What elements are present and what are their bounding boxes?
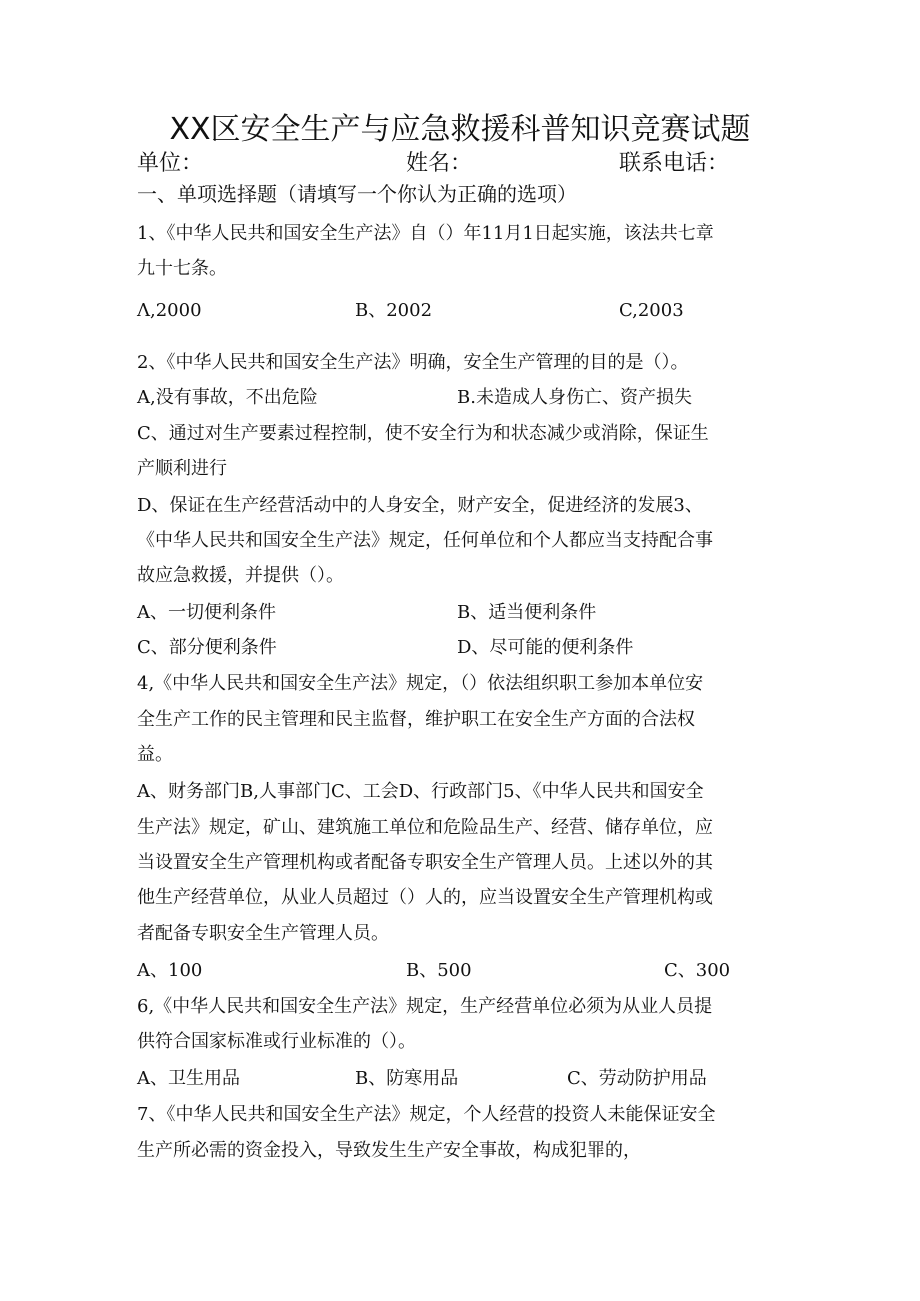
phone-label: 联系电话： [619,151,730,176]
question-6-line-2: 供符合国家标准或行业标准的（）。 [137,1031,416,1052]
question-2-option-a: A,没有事故，不出危险 [137,387,318,408]
question-3-line-2: 《中华人民共和国安全生产法》规定，任何单位和个人都应当支持配合事 [137,530,713,551]
question-5-option-b: B、500 [406,960,472,981]
question-6-option-b: B、防寒用品 [355,1068,459,1089]
question-3-option-d: D、尽可能的便利条件 [457,637,634,658]
question-2-option-c-line-1: C、通过对生产要素过程控制，使不安全行为和状态减少或消除，保证生 [137,423,709,444]
question-5-option-a: A、100 [137,960,203,981]
question-5-line-3: 当设置安全生产管理机构或者配备专职安全生产管理人员。上述以外的其 [137,852,713,873]
section-heading: 一、单项选择题（请填写一个你认为正确的选项） [137,182,577,206]
question-6-line-1: 6,《中华人民共和国安全生产法》规定，生产经营单位必须为从业人员提 [137,996,713,1017]
question-3-option-b: B、适当便利条件 [457,602,597,623]
question-5-line-2: 生产法》规定，矿山、建筑施工单位和危险品生产、经营、储存单位，应 [137,817,713,838]
question-6-option-c: C、劳动防护用品 [567,1068,707,1089]
question-5-line-4: 他生产经营单位，从业人员超过（）人的，应当设置安全生产管理机构或 [137,887,713,908]
question-5-option-c: C、300 [664,960,731,981]
question-7-line-2: 生产所必需的资金投入，导致发生生产安全事故，构成犯罪的， [137,1140,641,1161]
question-7-line-1: 7、《中华人民共和国安全生产法》规定，个人经营的投资人未能保证安全 [137,1104,716,1125]
question-3-option-c: C、部分便利条件 [137,637,277,658]
question-4-line-3: 益。 [137,744,173,765]
name-label: 姓名： [406,151,473,176]
question-1-option-a: Λ,2000 [137,300,202,321]
question-3-option-a: A、一切便利条件 [137,602,276,623]
page-title: XX区安全生产与应急救援科普知识竞赛试题 [169,112,751,147]
question-1-option-c: C,2003 [619,300,684,321]
question-2-line-1: 2、《中华人民共和国安全生产法》明确，安全生产管理的目的是（）。 [137,352,689,373]
question-5-line-5: 者配备专职安全生产管理人员。 [137,923,389,944]
question-4-line-1: 4,《中华人民共和国安全生产法》规定，（）依法组织职工参加本单位安 [137,673,704,694]
question-1-option-b: B、2002 [355,300,433,321]
question-2-option-c-line-2: 产顺利进行 [137,458,227,479]
question-6-option-a: A、卫生用品 [137,1068,240,1089]
question-1-line-2: 九十七条。 [137,258,227,279]
question-1-line-1: 1、《中华人民共和国安全生产法》自（）年11月1日起实施，该法共七章 [137,223,714,244]
unit-label: 单位： [137,151,204,176]
question-4-options: A、财务部门B,人事部门C、工会D、行政部门5、《中华人民共和国安全 [137,781,704,802]
question-2-option-d: D、保证在生产经营活动中的人身安全，财产安全，促进经济的发展3、 [137,495,703,516]
question-4-line-2: 全生产工作的民主管理和民主监督，维护职工在安全生产方面的合法权 [137,709,695,730]
question-2-option-b: B.未造成人身伤亡、资产损失 [457,387,692,408]
question-3-line-3: 故应急救援，并提供（）。 [137,565,344,586]
